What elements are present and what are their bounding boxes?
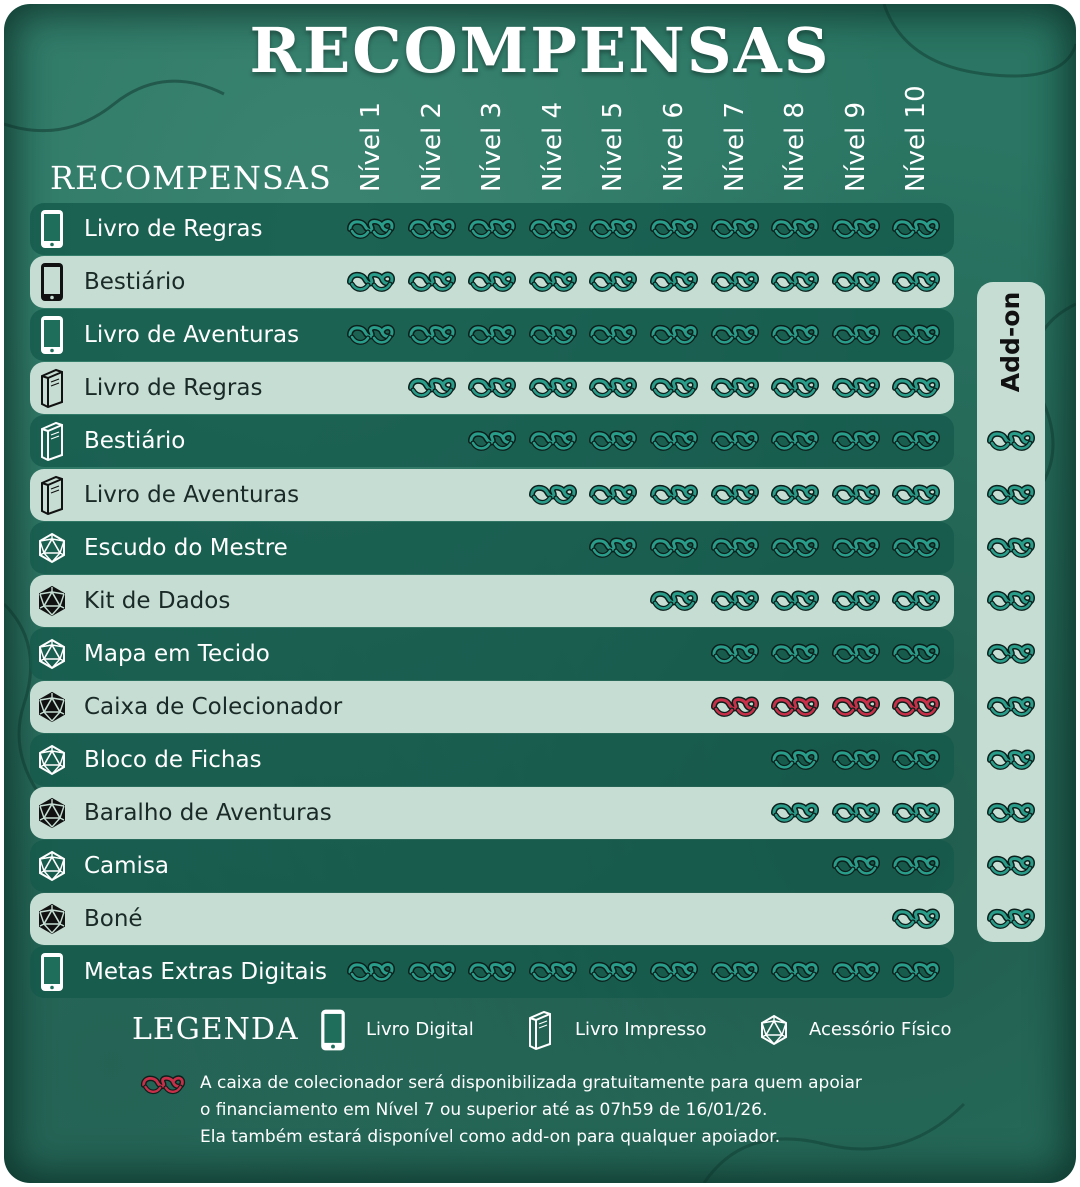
- included-mark-icon: [467, 216, 517, 242]
- included-mark-icon: [528, 375, 578, 401]
- included-mark-icon: [831, 641, 881, 667]
- included-mark-icon: [891, 641, 941, 667]
- phone-icon: [38, 209, 66, 249]
- included-mark-icon: [528, 428, 578, 454]
- included-mark-icon: [831, 588, 881, 614]
- included-mark-icon: [891, 428, 941, 454]
- included-mark-icon: [770, 959, 820, 985]
- included-mark-icon: [891, 322, 941, 348]
- included-mark-icon: [649, 482, 699, 508]
- reward-label: Metas Extras Digitais: [84, 959, 327, 986]
- included-mark-icon: [770, 375, 820, 401]
- included-mark-icon: [891, 269, 941, 295]
- d20-icon: [38, 846, 66, 886]
- included-mark-icon: [467, 269, 517, 295]
- included-mark-icon: [891, 588, 941, 614]
- legend-title: LEGENDA: [132, 1012, 299, 1047]
- included-mark-icon: [528, 322, 578, 348]
- included-mark-icon: [831, 800, 881, 826]
- highlight-mark-icon: [831, 694, 881, 720]
- included-mark-icon: [588, 375, 638, 401]
- included-mark-icon: [649, 588, 699, 614]
- included-mark-icon: [588, 269, 638, 295]
- included-mark-icon: [346, 269, 396, 295]
- highlight-mark-icon: [138, 1073, 188, 1097]
- phone-icon: [38, 952, 66, 992]
- included-mark-icon: [467, 375, 517, 401]
- addon-mark-icon: [986, 482, 1036, 508]
- note-line: A caixa de colecionador será disponibilizada gratuitamente para quem apoiar: [200, 1073, 862, 1093]
- included-mark-icon: [710, 641, 760, 667]
- included-mark-icon: [891, 800, 941, 826]
- addon-mark-icon: [986, 535, 1036, 561]
- included-mark-icon: [649, 216, 699, 242]
- included-mark-icon: [770, 428, 820, 454]
- note: [200, 1070, 1020, 1151]
- included-mark-icon: [710, 322, 760, 348]
- reward-label: Livro de Aventuras: [84, 322, 300, 349]
- level-header: Nível 2: [416, 101, 447, 192]
- included-mark-icon: [831, 482, 881, 508]
- reward-label: Camisa: [84, 853, 170, 880]
- included-mark-icon: [891, 853, 941, 879]
- note-line: Ela também estará disponível como add-on para qualquer apoiador.: [200, 1127, 781, 1147]
- addon-mark-icon: [986, 588, 1036, 614]
- addon-mark-icon: [986, 694, 1036, 720]
- highlight-mark-icon: [891, 694, 941, 720]
- included-mark-icon: [770, 482, 820, 508]
- included-mark-icon: [831, 216, 881, 242]
- included-mark-icon: [467, 322, 517, 348]
- reward-label: Escudo do Mestre: [84, 534, 288, 561]
- included-mark-icon: [528, 482, 578, 508]
- included-mark-icon: [891, 482, 941, 508]
- included-mark-icon: [346, 322, 396, 348]
- included-mark-icon: [831, 747, 881, 773]
- addon-mark-icon: [986, 747, 1036, 773]
- included-mark-icon: [588, 322, 638, 348]
- d20-icon: [38, 581, 66, 621]
- included-mark-icon: [407, 269, 457, 295]
- d20-icon: [38, 740, 66, 780]
- d20-icon: [38, 634, 66, 674]
- included-mark-icon: [710, 535, 760, 561]
- included-mark-icon: [346, 216, 396, 242]
- included-mark-icon: [588, 535, 638, 561]
- included-mark-icon: [710, 482, 760, 508]
- reward-row: [30, 840, 954, 892]
- phone-icon: [318, 1006, 348, 1058]
- level-header: Nível 10: [901, 85, 932, 192]
- d20-icon: [38, 528, 66, 568]
- level-header: Nível 8: [780, 101, 811, 192]
- level-header: Nível 7: [719, 101, 750, 192]
- included-mark-icon: [710, 216, 760, 242]
- addon-mark-icon: [986, 853, 1036, 879]
- included-mark-icon: [831, 269, 881, 295]
- included-mark-icon: [891, 535, 941, 561]
- legend-label: Livro Digital: [366, 1019, 474, 1040]
- included-mark-icon: [770, 535, 820, 561]
- included-mark-icon: [710, 375, 760, 401]
- reward-label: Baralho de Aventuras: [84, 800, 332, 827]
- d20-icon: [38, 687, 66, 727]
- included-mark-icon: [649, 269, 699, 295]
- included-mark-icon: [588, 959, 638, 985]
- included-mark-icon: [831, 535, 881, 561]
- phone-icon: [38, 262, 66, 302]
- d20-icon: [38, 793, 66, 833]
- included-mark-icon: [528, 269, 578, 295]
- included-mark-icon: [831, 375, 881, 401]
- addon-header: Add-on: [996, 291, 1025, 393]
- included-mark-icon: [407, 959, 457, 985]
- level-header: Nível 1: [356, 101, 386, 192]
- level-header: Nível 3: [477, 101, 508, 192]
- book-icon: [38, 475, 66, 515]
- d20-icon: [760, 1010, 788, 1054]
- included-mark-icon: [770, 641, 820, 667]
- rewards-column-header: RECOMPENSAS: [50, 159, 332, 197]
- included-mark-icon: [407, 322, 457, 348]
- level-header: Nível 4: [537, 101, 568, 192]
- included-mark-icon: [588, 216, 638, 242]
- included-mark-icon: [770, 747, 820, 773]
- included-mark-icon: [346, 959, 396, 985]
- phone-icon: [38, 315, 66, 355]
- reward-label: Bestiário: [84, 428, 186, 455]
- reward-label: Livro de Aventuras: [84, 481, 300, 508]
- reward-label: Bloco de Fichas: [84, 747, 262, 773]
- included-mark-icon: [831, 428, 881, 454]
- addon-mark-icon: [986, 800, 1036, 826]
- highlight-mark-icon: [710, 694, 760, 720]
- included-mark-icon: [831, 959, 881, 985]
- included-mark-icon: [891, 959, 941, 985]
- addon-mark-icon: [986, 906, 1036, 932]
- included-mark-icon: [831, 853, 881, 879]
- highlight-mark-icon: [770, 694, 820, 720]
- included-mark-icon: [710, 588, 760, 614]
- included-mark-icon: [891, 216, 941, 242]
- included-mark-icon: [891, 906, 941, 932]
- legend-label: Livro Impresso: [575, 1019, 707, 1040]
- included-mark-icon: [528, 959, 578, 985]
- legend-label: Acessório Físico: [809, 1019, 952, 1040]
- included-mark-icon: [770, 588, 820, 614]
- note-line: o financiamento em Nível 7 ou superior até as 07h59 de 16/01/26.: [200, 1100, 768, 1120]
- included-mark-icon: [770, 216, 820, 242]
- included-mark-icon: [770, 322, 820, 348]
- included-mark-icon: [649, 322, 699, 348]
- level-header: Nível 9: [840, 101, 871, 192]
- included-mark-icon: [831, 322, 881, 348]
- included-mark-icon: [710, 269, 760, 295]
- reward-label: Bestiário: [84, 269, 186, 296]
- included-mark-icon: [407, 375, 457, 401]
- included-mark-icon: [649, 428, 699, 454]
- included-mark-icon: [891, 747, 941, 773]
- included-mark-icon: [467, 428, 517, 454]
- included-mark-icon: [710, 428, 760, 454]
- level-header: Nível 5: [598, 101, 629, 192]
- reward-row: [30, 893, 954, 945]
- included-mark-icon: [588, 428, 638, 454]
- page-title: RECOMPENSAS: [249, 14, 831, 87]
- addon-mark-icon: [986, 641, 1036, 667]
- level-header: Nível 6: [659, 101, 689, 192]
- book-icon: [526, 1010, 554, 1054]
- d20-icon: [38, 899, 66, 939]
- included-mark-icon: [770, 800, 820, 826]
- included-mark-icon: [528, 216, 578, 242]
- included-mark-icon: [649, 375, 699, 401]
- book-icon: [38, 368, 66, 408]
- included-mark-icon: [649, 535, 699, 561]
- included-mark-icon: [649, 959, 699, 985]
- included-mark-icon: [467, 959, 517, 985]
- book-icon: [38, 421, 66, 461]
- included-mark-icon: [891, 375, 941, 401]
- included-mark-icon: [588, 482, 638, 508]
- reward-label: Mapa em Tecido: [84, 640, 270, 667]
- reward-label: Caixa de Colecionador: [84, 693, 343, 720]
- included-mark-icon: [710, 959, 760, 985]
- included-mark-icon: [407, 216, 457, 242]
- included-mark-icon: [770, 269, 820, 295]
- reward-label: Livro de Regras: [84, 375, 263, 402]
- reward-label: Boné: [84, 906, 143, 933]
- reward-label: Livro de Regras: [84, 216, 263, 242]
- addon-mark-icon: [986, 428, 1036, 454]
- reward-label: Kit de Dados: [84, 587, 231, 614]
